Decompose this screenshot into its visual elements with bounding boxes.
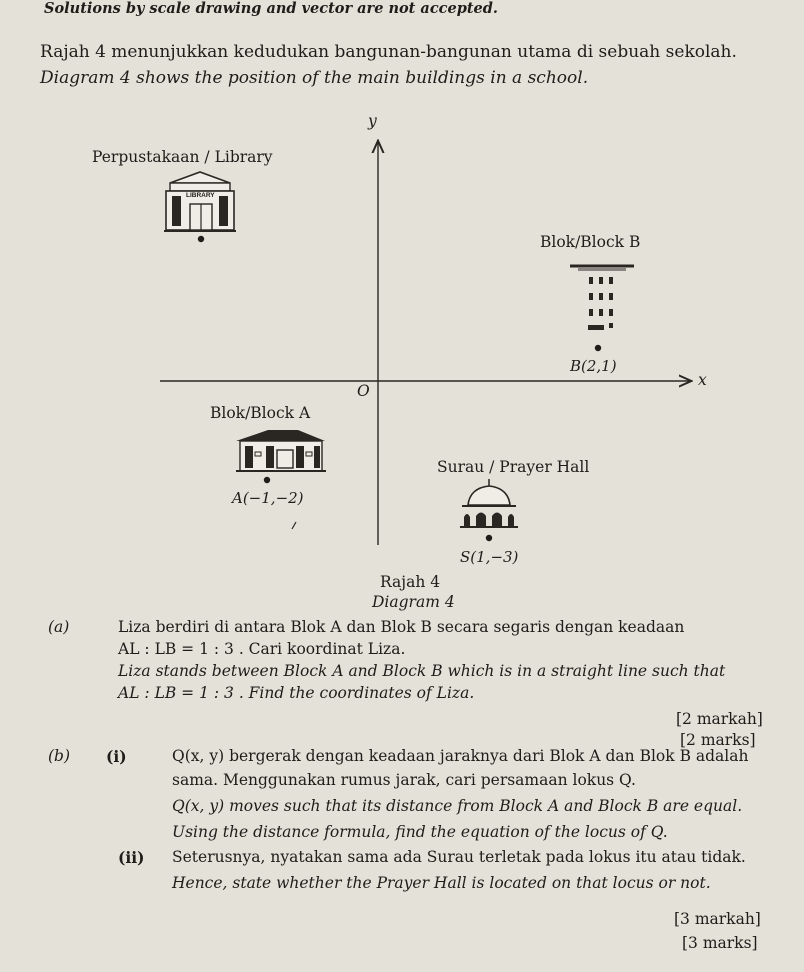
part-b-marks-malay: [3 markah] xyxy=(674,910,761,928)
part-b-i-english-line2: Using the distance formula, find the equation of the locus of Q. xyxy=(172,823,668,841)
part-b-ii-malay: Seterusnya, nyatakan sama ada Surau terletak pada lokus itu atau tidak. xyxy=(172,848,746,866)
part-a-malay-line2: AL : LB = 1 : 3 . Cari koordinat Liza. xyxy=(118,640,406,658)
part-b-number: (b) xyxy=(48,747,71,765)
part-b-i-malay-line2: sama. Menggunakan rumus jarak, cari persamaan lokus Q. xyxy=(172,771,636,789)
part-a-english-line2: AL : LB = 1 : 3 . Find the coordinates of Liza. xyxy=(118,684,475,702)
prayer-hall-label: Surau / Prayer Hall xyxy=(437,458,590,476)
part-b-i-malay-line1: Q(x, y) bergerak dengan keadaan jaraknya dari Blok A dan Blok B adalah xyxy=(172,747,749,765)
library-sign: LIBRARY xyxy=(186,192,215,199)
block-a-icon xyxy=(236,430,326,471)
block-b-coord: B(2,1) xyxy=(570,357,617,375)
part-a-number: (a) xyxy=(48,618,70,636)
caption-english: Diagram 4 xyxy=(372,593,455,611)
prayer-hall-coord: S(1,−3) xyxy=(460,548,519,566)
x-axis-label: x xyxy=(698,371,707,389)
part-a-marks-malay: [2 markah] xyxy=(676,710,763,728)
block-a-point xyxy=(264,477,270,483)
library-label: Perpustakaan / Library xyxy=(92,148,273,166)
part-a-malay-line1: Liza berdiri di antara Blok A dan Blok B secara segaris dengan keadaan xyxy=(118,618,685,636)
part-b-ii-english: Hence, state whether the Prayer Hall is located on that locus or not. xyxy=(172,874,711,892)
part-a-english-line1: Liza stands between Block A and Block B which is in a straight line such that xyxy=(118,662,726,680)
block-a-label: Blok/Block A xyxy=(210,404,311,422)
block-b-label: Blok/Block B xyxy=(540,233,641,251)
origin-label: O xyxy=(357,382,370,400)
caption-malay: Rajah 4 xyxy=(380,573,441,591)
block-a-coord: A(−1,−2) xyxy=(232,489,304,507)
part-b-sub-i: (i) xyxy=(106,747,127,766)
block-b-icon xyxy=(570,266,634,330)
part-b-i-english-line1: Q(x, y) moves such that its distance from Block A and Block B are equal. xyxy=(172,797,743,815)
library-icon xyxy=(164,172,236,231)
block-b-point xyxy=(595,345,601,351)
intro-malay: Rajah 4 menunjukkan kedudukan bangunan-bangunan utama di sebuah sekolah. xyxy=(40,42,737,62)
pencil-tick xyxy=(292,522,296,529)
part-b-marks-english: [3 marks] xyxy=(682,934,758,952)
library-point xyxy=(198,236,204,242)
prayer-hall-icon xyxy=(460,479,518,527)
part-b-sub-ii: (ii) xyxy=(118,848,145,867)
top-note: Solutions by scale drawing and vector are not accepted. xyxy=(44,0,498,17)
y-axis-label: y xyxy=(368,112,377,130)
intro-english: Diagram 4 shows the position of the main buildings in a school. xyxy=(40,68,589,88)
part-a-marks-english: [2 marks] xyxy=(680,731,756,749)
prayer-hall-point xyxy=(486,535,492,541)
